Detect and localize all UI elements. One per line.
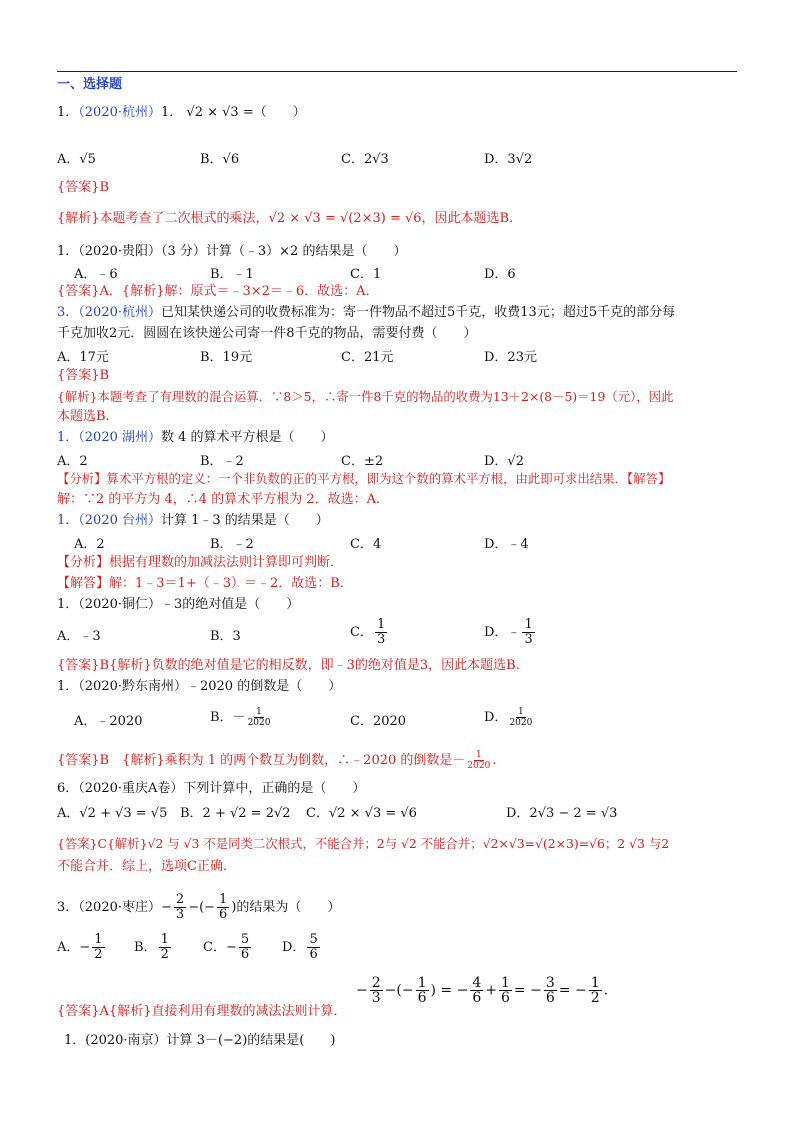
q9-option-c: C．− $\frac{5}{6}$ — [203, 932, 250, 962]
q4-option-a: A．2 — [57, 454, 88, 469]
q2-stem: 1．（2020·贵阳）（3 分）计算（﹣3）×2 的结果是（ ） — [57, 244, 407, 259]
q6-option-c: C． $\frac{1}{3}$ — [350, 617, 386, 647]
q8-analysis-2: 不能合并．综上，选项C正确． — [57, 859, 236, 874]
q7-option-c: C．2020 — [350, 714, 407, 729]
q4-option-d: D．√2 — [484, 454, 524, 469]
q3-analysis-1: {解析}本题考查了有理数的混合运算．∵8＞5，∴寄一件8千克的物品的收费为13＋2×(8－5)＝19（元），因此 — [57, 389, 674, 404]
q7-answer-analysis: {答案}B {解析}乘积为 1 的两个数互为倒数，∴﹣2020 的倒数是－ $\frac{1}{2020}$ . — [57, 750, 497, 771]
q9-equation: − $\frac{2}{3}$ −(− $\frac{1}{6}$ ) = − $\frac{4}{6}$ + $\frac{1}{6}$ = − $\frac{3}{6}$ = − $\frac{1}{2}$ . — [356, 975, 609, 1006]
q1-option-c: C．2√3 — [341, 152, 389, 167]
q7-option-a: A．﹣2020 — [74, 714, 143, 729]
q9-answer-analysis: {答案}A{解析}直接利用有理数的减法法则计算． — [57, 1004, 347, 1019]
q6-option-a: A．﹣3 — [57, 629, 101, 644]
q5-solution: 【解答】解：1﹣3＝1+（﹣3）＝﹣2．故选：B． — [57, 576, 353, 591]
q4-analysis-2: 解：∵2 的平方为 4，∴4 的算术平方根为 2．故选：A． — [57, 492, 390, 507]
section-title: 一、选择题 — [57, 77, 123, 92]
q9-option-a: A．− $\frac{1}{2}$ — [57, 932, 103, 962]
q2-option-c: C．1 — [350, 267, 382, 282]
q7-stem: 1．（2020·黔东南州）﹣2020 的倒数是（ ） — [57, 679, 342, 694]
q2-answer-analysis: {答案}A．{解析}解：原式＝﹣3×2＝﹣6．故选：A． — [57, 284, 379, 299]
q6-option-d: D．﹣ $\frac{1}{3}$ — [484, 617, 533, 647]
q8-option-b: B．2 + √2 = 2√2 — [180, 806, 291, 821]
q10-stem: 1．(2020·南京）计算 3－(−2)的结果是( ) — [64, 1033, 336, 1048]
q1-option-b: B．√6 — [200, 152, 240, 167]
q4-stem: 1．（2020 湖州）数 4 的算术平方根是（ ） — [57, 430, 334, 445]
q1-option-d: D．3√2 — [484, 152, 533, 167]
q2-option-a: A．﹣6 — [74, 267, 118, 282]
q4-analysis-1: 【分析】算术平方根的定义：一个非负数的正的平方根，即为这个数的算术平方根，由此即可求出结果．【解答】 — [57, 471, 671, 486]
q4-option-c: C．±2 — [341, 454, 384, 469]
q8-option-d: D．2√3 − 2 = √3 — [506, 806, 618, 821]
q1-option-a: A．√5 — [57, 152, 96, 167]
q2-option-b: B．﹣1 — [210, 267, 254, 282]
q3-analysis-2: 本题选B. — [57, 409, 110, 424]
q9-option-b: B． $\frac{1}{2}$ — [134, 932, 169, 962]
q2-option-d: D．6 — [484, 267, 516, 282]
q6-option-b: B．3 — [210, 629, 241, 644]
q3-option-a: A．17元 — [57, 350, 109, 365]
q5-option-c: C．4 — [350, 537, 382, 552]
q1-answer: {答案}B — [57, 180, 110, 195]
q5-option-a: A．2 — [74, 537, 105, 552]
q5-option-b: B．﹣2 — [210, 537, 254, 552]
q7-option-b: B．－ $\frac{1}{2020}$ — [210, 707, 271, 728]
q6-answer-analysis: {答案}B{解析}负数的绝对值是它的相反数，即﹣3的绝对值是3，因此本题选B. — [57, 658, 520, 673]
q8-option-c: C．√2 × √3 = √6 — [306, 806, 417, 821]
q8-analysis-1: {答案}C{解析}√2 与 √3 不是同类二次根式，不能合并；2与 √2 不能合并；√2×√3=√(2×3)=√6；2 √3 与2 — [57, 836, 670, 851]
q8-stem: 6．（2020·重庆A卷）下列计算中，正确的是（ ） — [57, 781, 366, 796]
q3-stem-2: 千克加收2元．圆圆在该快递公司寄一件8千克的物品，需要付费（ ） — [57, 326, 477, 341]
q9-option-d: D． $\frac{5}{6}$ — [282, 932, 318, 962]
q8-option-a: A．√2 + √3 = √5 — [57, 806, 168, 821]
q5-analysis: 【分析】根据有理数的加减法法则计算即可判断． — [57, 555, 344, 570]
q1-analysis: {解析}本题考查了二次根式的乘法，√2 × √3 = √(2×3) = √6，因此本题选B. — [57, 211, 514, 226]
q6-stem: 1．（2020·铜仁）﹣3的绝对值是（ ） — [57, 597, 300, 612]
q3-stem-1: 3．（2020·杭州）已知某快递公司的收费标准为：寄一件物品不超过5千克，收费13元；超过5千克的部分每 — [57, 305, 676, 320]
q5-option-d: D．﹣4 — [484, 537, 529, 552]
q3-option-c: C．21元 — [341, 350, 394, 365]
q4-option-b: B．﹣2 — [200, 454, 244, 469]
top-rule — [57, 71, 737, 72]
q5-stem: 1．（2020 台州）计算 1﹣3 的结果是（ ） — [57, 513, 329, 528]
q9-stem: 3．（2020·枣庄）− $\frac{2}{3}$ −(− $\frac{1}{6}$ )的结果为（ ） — [57, 892, 341, 922]
q7-option-d: D． $\frac{1}{2020}$ — [484, 707, 533, 728]
q3-answer: {答案}B — [57, 368, 110, 383]
q3-option-b: B．19元 — [200, 350, 253, 365]
q1-stem: 1．（2020·杭州）1． √2 × √3 =（ ） — [57, 105, 306, 120]
q3-option-d: D．23元 — [484, 350, 537, 365]
